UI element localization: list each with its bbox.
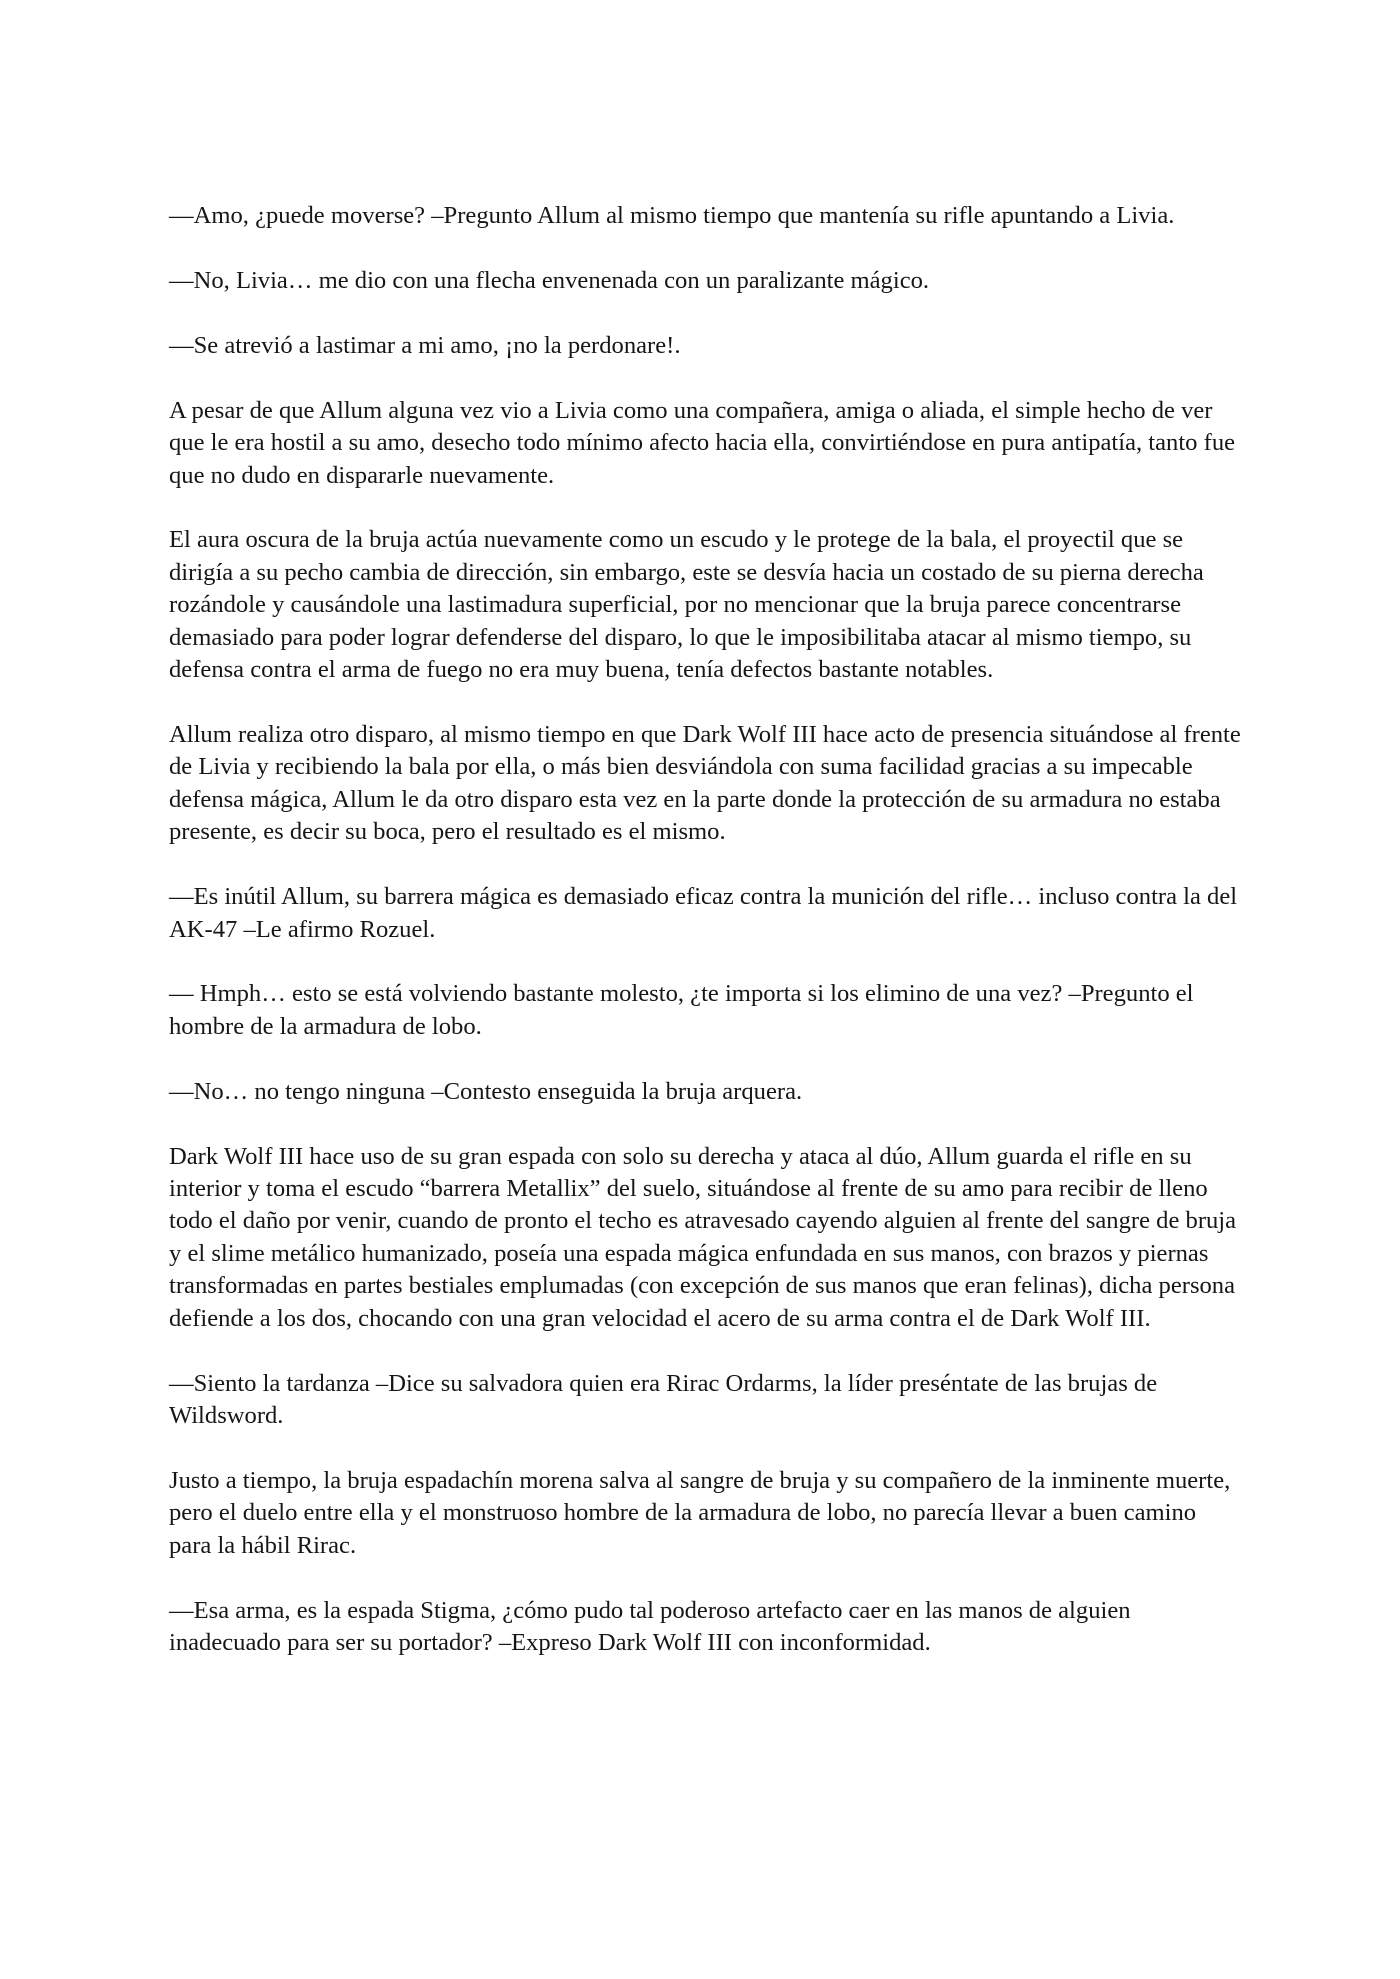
- paragraph-3: —Se atrevió a lastimar a mi amo, ¡no la perdonare!.: [169, 331, 681, 359]
- paragraph-2: —No, Livia… me dio con una flecha envenenada con un paralizante mágico.: [169, 266, 930, 294]
- paragraph-13: —Esa arma, es la espada Stigma, ¿cómo pudo tal poderoso artefacto caer en las manos de alguien inadecuado para ser su portador? –Expreso Dark Wolf III con inconformidad.: [169, 1596, 1131, 1656]
- paragraph-1: —Amo, ¿puede moverse? –Pregunto Allum al mismo tiempo que mantenía su rifle apuntando a Livia.: [169, 202, 1175, 229]
- paragraph-7: —Es inútil Allum, su barrera mágica es demasiado eficaz contra la munición del rifle… incluso contra la del AK-47 –Le afirmo Rozuel.: [169, 883, 1238, 943]
- paragraph-12: Justo a tiempo, la bruja espadachín morena salva al sangre de bruja y su compañero de la inminente muerte, pero el duelo entre ella y el monstruoso hombre de la armadura de lobo, no parecía llevar a buen camino para la hábil Rirac.: [169, 1466, 1231, 1559]
- document-page: [169, 200, 1241, 1659]
- paragraph-6: Allum realiza otro disparo, al mismo tiempo en que Dark Wolf III hace acto de presencia situándose al frente de Livia y recibiendo la bala por ella, o más bien desviándola con suma facilidad gracias a su impecable defensa mágica, Allum le da otro disparo esta vez en la parte donde la protección de su armadura no estaba presente, es decir su boca, pero el resultado es el mismo.: [169, 720, 1241, 846]
- paragraph-5: El aura oscura de la bruja actúa nuevamente como un escudo y le protege de la bala, el proyectil que se dirigía a su pecho cambia de dirección, sin embargo, este se desvía hacia un costado de su pierna derecha rozándole y causándole una lastimadura superficial, por no mencionar que la bruja parece concentrarse demasiado para poder lograr defenderse del disparo, lo que le imposibilitaba atacar al mismo tiempo, su defensa contra el arma de fuego no era muy buena, tenía defectos bastante notables.: [169, 526, 1204, 684]
- paragraph-11: —Siento la tardanza –Dice su salvadora quien era Rirac Ordarms, la líder preséntate de las brujas de Wildsword.: [169, 1369, 1158, 1429]
- paragraph-4: A pesar de que Allum alguna vez vio a Livia como una compañera, amiga o aliada, el simple hecho de ver que le era hostil a su amo, desecho todo mínimo afecto hacia ella, convirtiéndose en pura antipatía, tanto fue que no dudo en dispararle nuevamente.: [169, 396, 1236, 489]
- paragraph-8: — Hmph… esto se está volviendo bastante molesto, ¿te importa si los elimino de una vez? –Pregunto el hombre de la armadura de lobo.: [169, 980, 1194, 1040]
- paragraph-9: —No… no tengo ninguna –Contesto enseguida la bruja arquera.: [169, 1077, 803, 1105]
- paragraph-10: Dark Wolf III hace uso de su gran espada con solo su derecha y ataca al dúo, Allum guarda el rifle en su interior y toma el escudo “barrera Metallix” del suelo, situándose al frente de su amo para recibir de lleno todo el daño por venir, cuando de pronto el techo es atravesado cayendo alguien al frente del sangre de bruja y el slime metálico humanizado, poseía una espada mágica enfundada en sus manos, con brazos y piernas transformadas en partes bestiales emplumadas (con excepción de sus manos que eran felinas), dicha persona defiende a los dos, chocando con una gran velocidad el acero de su arma contra el de Dark Wolf III.: [169, 1142, 1237, 1332]
